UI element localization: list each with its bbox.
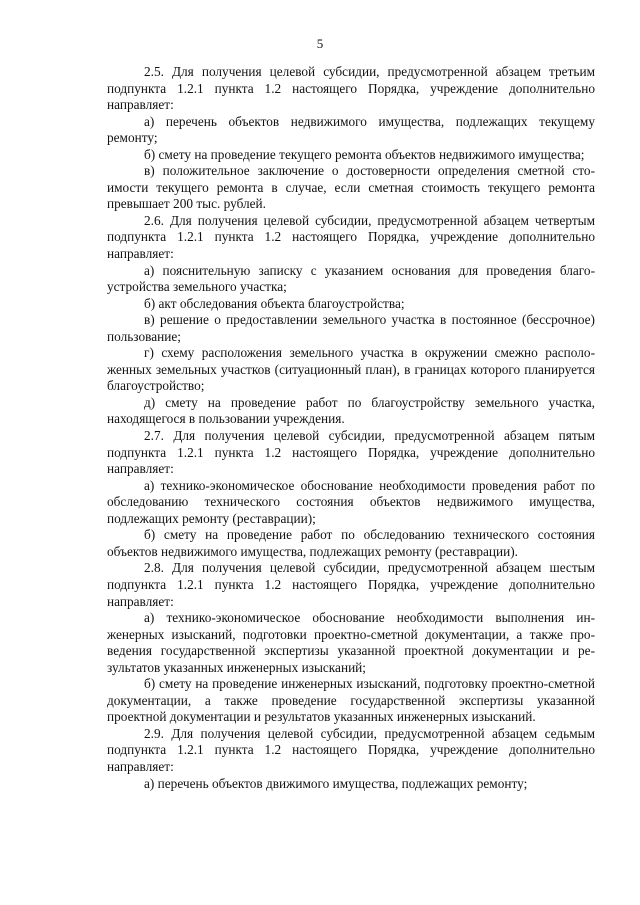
paragraph-2-7: 2.7. Для получения целевой субсидии, предусмотренной абзацем пятым подпункта 1.2.1 пункта 1.2 настоящего Порядка, учреждение дополнительно направляет: xyxy=(107,428,595,477)
paragraph-2-6-b: б) акт обследования объекта благоустройства; xyxy=(144,295,405,311)
paragraph-2-8-b: б) смету на проведение инженерных изысканий, подготовку проектно-сметной документации, а также проведение государственной экспертизы указанной проектной документации и результатов указанных инженерных изысканий. xyxy=(107,676,595,725)
paragraph-2-6-v: в) решение о предоставлении земельного участка в постоянное (бессрочное) пользование; xyxy=(107,312,595,344)
paragraph-2-6-d: д) смету на проведение работ по благоустройству земельного участка, находящегося в пользовании учреждения. xyxy=(107,394,595,427)
paragraph-2-8: 2.8. Для получения целевой субсидии, предусмотренной абзацем шестым подпункта 1.2.1 пункта 1.2 настоящего Порядка, учреждение дополнительно направляет: xyxy=(107,560,595,609)
document-body xyxy=(107,64,595,792)
paragraph-2-6: 2.6. Для получения целевой субсидии, предусмотренной абзацем четвертым подпункта 1.2.1 пункта 1.2 настоящего Порядка, учреждение дополнительно направляет: xyxy=(107,212,595,262)
paragraph-2-9: 2.9. Для получения целевой субсидии, предусмотренной абзацем седьмым подпункта 1.2.1 пункта 1.2 настоящего Порядка, учреждение дополнительно направляет: xyxy=(107,725,595,774)
paragraph-2-7-b: б) смету на проведение работ по обследованию технического состояния объектов недвижимого имущества, подлежащих ремонту (реставрации). xyxy=(107,527,595,559)
paragraph-2-6-a: а) пояснительную записку с указанием основания для проведения благоустройства земельного участка; xyxy=(107,262,595,295)
paragraph-2-6-g: г) схему расположения земельного участка в окружении смежно расположенных земельных участков (ситуационный план), в границах которого планируется благоустройство; xyxy=(107,345,595,394)
paragraph-2-5: 2.5. Для получения целевой субсидии, предусмотренной абзацем третьим подпункта 1.2.1 пункта 1.2 настоящего Порядка, учреждение дополнительно направляет: xyxy=(107,64,595,113)
paragraph-2-5-a: а) перечень объектов недвижимого имущества, подлежащих текущему ремонту; xyxy=(107,113,595,146)
paragraph-2-5-b: б) смету на проведение текущего ремонта объектов недвижимого имущества; xyxy=(144,146,585,162)
paragraph-2-9-a: а) перечень объектов движимого имущества, подлежащих ремонту; xyxy=(144,775,528,791)
paragraph-2-7-a: а) технико-экономическое обоснование необходимости проведения работ по обследованию технического состояния объектов недвижимого имущества, подлежащих ремонту (реставрации); xyxy=(107,477,595,526)
page-number: 5 xyxy=(316,36,324,51)
paragraph-2-5-v: в) положительное заключение о достоверности определения сметной стоимости текущего ремонта в случае, если сметная стоимость текущего ремонта превышает 200 тыс. рублей. xyxy=(107,163,595,212)
paragraph-2-8-a: а) технико-экономическое обоснование необходимости выполнения инженерных изысканий, подготовки проектно-сметной документации, а также проведения государственной экспертизы указанной проектной документации и результатов указанных инженерных изысканий; xyxy=(107,610,595,675)
